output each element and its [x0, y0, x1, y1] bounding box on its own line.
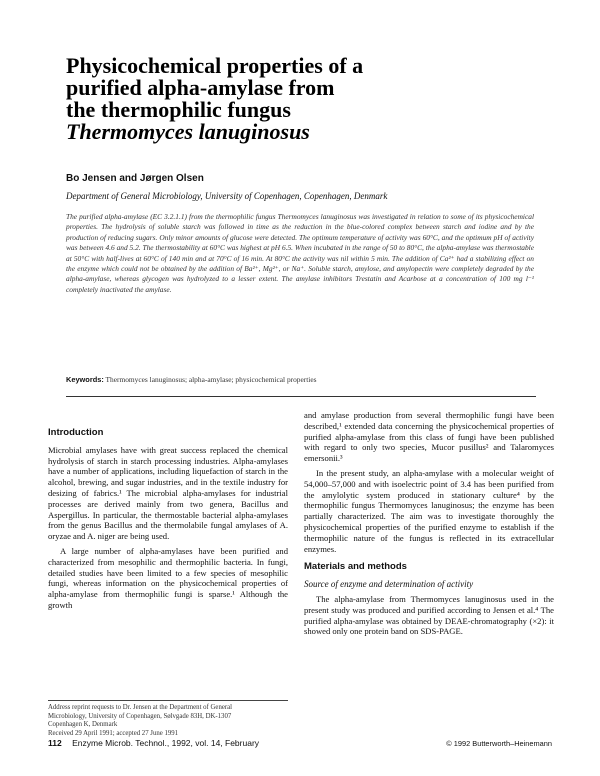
intro-paragraph-1: Microbial amylases have with great success replaced the chemical hydrolysis of starch in starch processing industries. Alpha-amylases have a number of applications, including liquefaction of starch in the alcohol, brewing, and sugar industries, and in the textile industry for desizing of fabrics.¹ The microbial alpha-amylases for industrial processes are derived mainly from two genera, Bacillus and Aspergillus. In particular, the thermostable bacterial alpha-amylases from the genus Bacillus and the thermolabile fungal amylases of A. oryzae and A. niger are being used.	[48, 444, 288, 542]
intro-paragraph-2: A large number of alpha-amylases have been purified and characterized from mesophilic and thermophilic bacteria. In fungi, detailed studies have been limited to a few species of mesophilic fungi, whereas information on the physicochemical properties of alpha-amylase from thermophilic fungi is sparse.¹ Although the growth	[48, 545, 288, 610]
subsection-heading: Source of enzyme and determination of activity	[304, 579, 474, 590]
title-line: Physicochemical properties of a	[66, 53, 364, 78]
footnote-line: Copenhagen K, Denmark	[48, 721, 118, 729]
copyright-notice: © 1992 Butterworth–Heinemann	[446, 739, 552, 748]
footnote-line: Address reprint requests to Dr. Jensen at the Department of General	[48, 704, 233, 711]
left-column	[48, 428, 288, 615]
affiliation: Department of General Microbiology, University of Copenhagen, Copenhagen, Denmark	[66, 191, 388, 201]
page-footer	[48, 738, 259, 748]
title-line-species: Thermomyces lanuginosus	[66, 119, 310, 144]
authors: Bo Jensen and Jørgen Olsen	[66, 173, 204, 184]
keywords	[66, 375, 536, 384]
section-heading-methods: Materials and methods	[304, 561, 407, 573]
footnote-line: Microbiology, University of Copenhagen, Sølvgade 83H, DK-1307	[48, 712, 232, 720]
footnote-received: Received 29 April 1991; accepted 27 June 1991	[48, 729, 179, 737]
page-number: 112	[48, 738, 62, 748]
keywords-text: Thermomyces lanuginosus; alpha-amylase; physicochemical properties	[105, 375, 317, 384]
right-column	[304, 410, 554, 641]
footnote-divider	[48, 700, 288, 701]
section-heading-introduction: Introduction	[48, 427, 104, 438]
article-title	[66, 55, 506, 143]
methods-paragraph-1: The alpha-amylase from Thermomyces lanuginosus used in the present study was produced and purified according to Jensen et al.⁴ The purified alpha-amylase was obtained by DEAE-chromatography (×2): it showed only one protein band on SDS-PAGE.	[304, 593, 554, 637]
journal-citation: Enzyme Microb. Technol., 1992, vol. 14, February	[72, 738, 260, 748]
keywords-divider	[66, 396, 536, 397]
keywords-label: Keywords:	[66, 375, 104, 384]
abstract: The purified alpha-amylase (EC 3.2.1.1) from the thermophilic fungus Thermomyces lanuginosus was investigated in relation to some of its physicochemical properties. The hydrolysis of soluble starch was followed in time as the reduction in the blue-colored complex between starch and iodine and by the production of reducing sugars. Only minor amounts of glucose were detected. The optimum temperature of activity was 60°C, and the optimum pH of activity was between 4.6 and 5.2. The thermostability at 60°C was highest at pH 6.5. When incubated in the range of 50 to 80°C, the alpha-amylase was thermostable at 50°C with half-lives at 60°C of 140 min and at 70°C of 16 min. At 80°C the activity was nil within 5 min. The addition of Ca²⁺ had a stabilizing effect on the enzyme which could not be obtained by the addition of Ba²⁺, Mg²⁺, or Na⁺. Soluble starch, amylose, and amylopectin were completely degraded by the alpha-amylase, whereas glycogen was hydrolyzed to a lesser extent. The amylase inhibitors Trestatin and Acarbose at a concentration of 100 mg l⁻¹ completely inactivated the amylase.	[66, 212, 534, 294]
intro-paragraph-3: and amylase production from several thermophilic fungi have been described,¹ extended data concerning the physicochemical properties of purified alpha-amylase from this class of fungi have been published with regard to only two species, Mucor pusillus² and Talaromyces emersonii.³	[304, 410, 554, 464]
title-line: purified alpha-amylase from	[66, 75, 335, 100]
correspondence-footnote	[48, 704, 288, 738]
title-line: the thermophilic fungus	[66, 97, 291, 122]
intro-paragraph-4: In the present study, an alpha-amylase with a molecular weight of 54,000–57,000 and with isoelectric point of 3.4 has been purified from the amylolytic system produced in stationary culture⁴ by the thermophilic fungus Thermomyces lanuginosus; the enzyme has been partially characterized. The aim was to investigate thoroughly the physicochemical properties of the purified enzyme to establish if the thermophilic nature of the fungus is reflected in its extracellular enzymes.	[304, 467, 554, 554]
